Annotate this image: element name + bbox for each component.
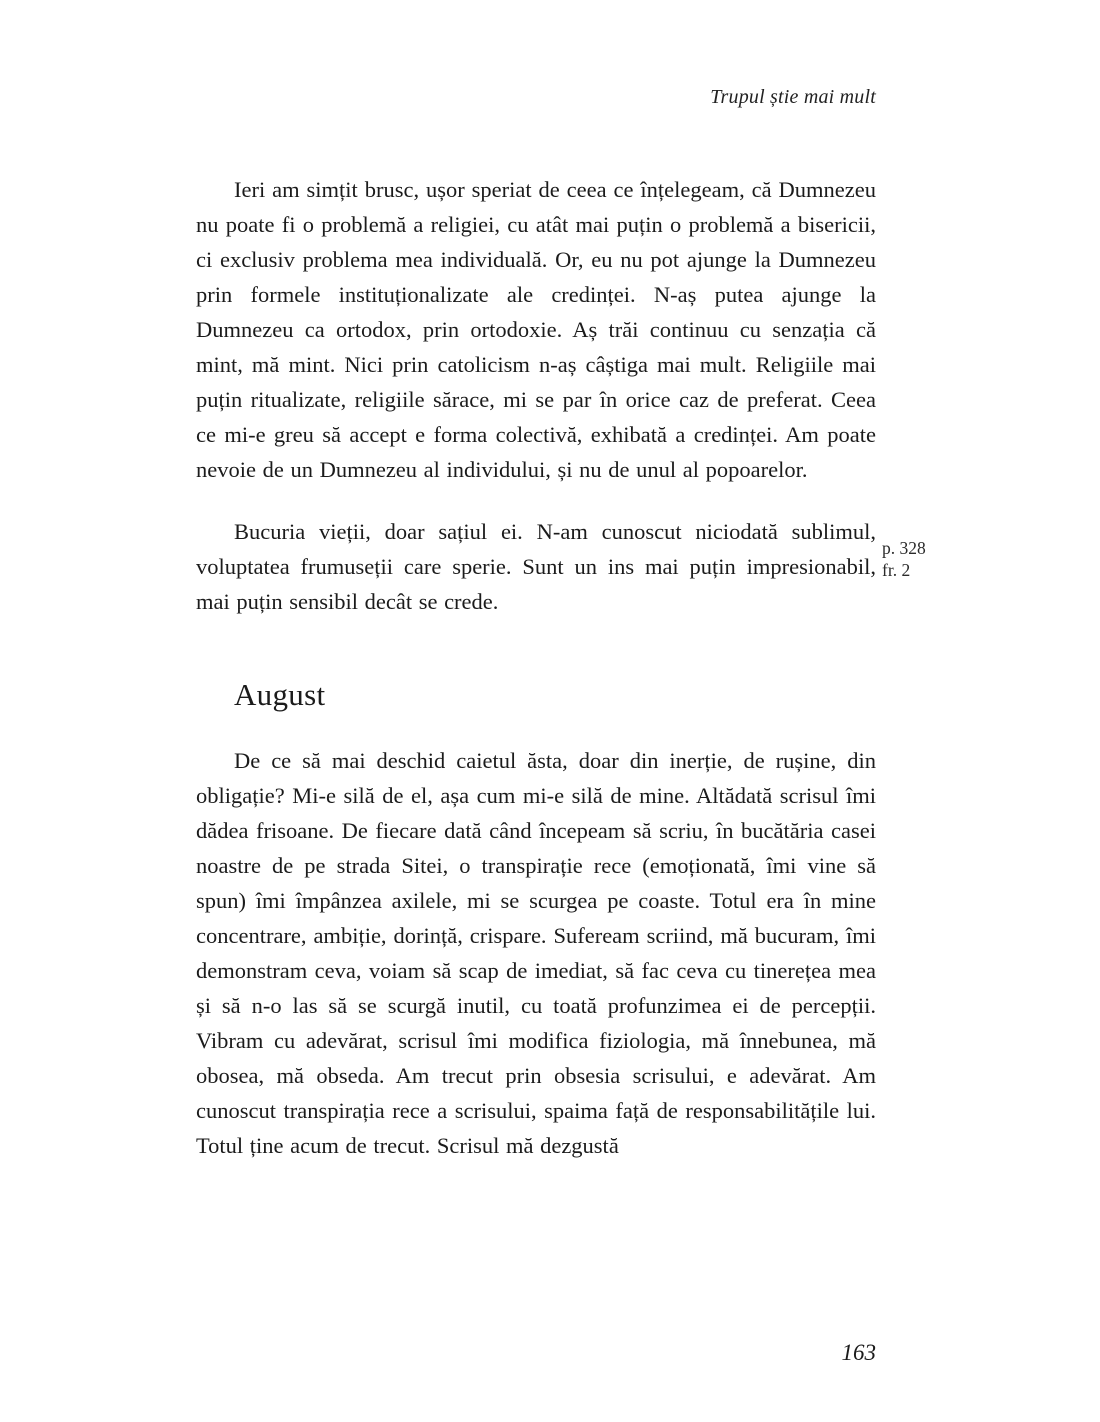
section-heading-august: August bbox=[234, 677, 326, 712]
page-number: 163 bbox=[841, 1340, 876, 1365]
margin-note-page-ref: p. 328 bbox=[882, 538, 926, 558]
paragraph-caietul: De ce să mai deschid caietul ăsta, doar din inerție, de rușine, din obligație? Mi-e silă de el, așa cum mi-e silă de mine. Altădată scrisul îmi dădea frisoane. De fiecare dată când începeam să scriu, în bucătăria casei noastre de pe strada Sitei, o transpirație rece (emoționată, îmi vine să spun) îmi împânzea axilele, mi se scurgea pe coaste. Totul era în mine concentrare, ambiție, dorință, crispare. Sufeream scriind, mă bucuram, îmi demonstram ceva, voiam să scap de imediat, să fac ceva cu tinerețea mea și să n-o las să se scurgă inutil, cu toată profunzimea ei de percepții. Vibram cu adevărat, scrisul îmi modifica fiziologia, mă înnebunea, mă obosea, mă obseda. Am trecut prin obsesia scrisului, e adevărat. Am cunoscut transpirația rece a scrisului, spaima față de responsabilitățile lui. Totul ține acum de trecut. Scrisul mă dezgustă bbox=[196, 748, 876, 1158]
running-title: Trupul știe mai mult bbox=[710, 86, 876, 108]
paragraph-bucuria: Bucuria vieții, doar sațiul ei. N-am cunoscut niciodată sublimul, voluptatea frumuseții care sperie. Sunt un ins mai puțin impresionabil, mai puțin sensibil decât se crede. bbox=[196, 519, 876, 614]
text-block bbox=[196, 172, 876, 1163]
margin-note-fragment-ref: fr. 2 bbox=[882, 560, 911, 580]
margin-note bbox=[882, 537, 926, 581]
paragraph-religion: Ieri am simțit brusc, ușor speriat de ceea ce înțelegeam, că Dumnezeu nu poate fi o problemă a religiei, cu atât mai puțin o problemă a bisericii, ci exclusiv problema mea individuală. Or, eu nu pot ajunge la Dumnezeu prin formele instituționalizate ale credinței. N-aș putea ajunge la Dumnezeu ca ortodox, prin ortodoxie. Aș trăi continuu cu senzația că mint, mă mint. Nici prin catolicism n-aș câștiga mai mult. Religiile mai puțin ritualizate, religiile sărace, mi se par în orice caz de preferat. Ceea ce mi-e greu să accept e forma colectivă, exhibată a credinței. Am poate nevoie de un Dumnezeu al individului, și nu de unul al popoarelor. bbox=[196, 177, 876, 482]
